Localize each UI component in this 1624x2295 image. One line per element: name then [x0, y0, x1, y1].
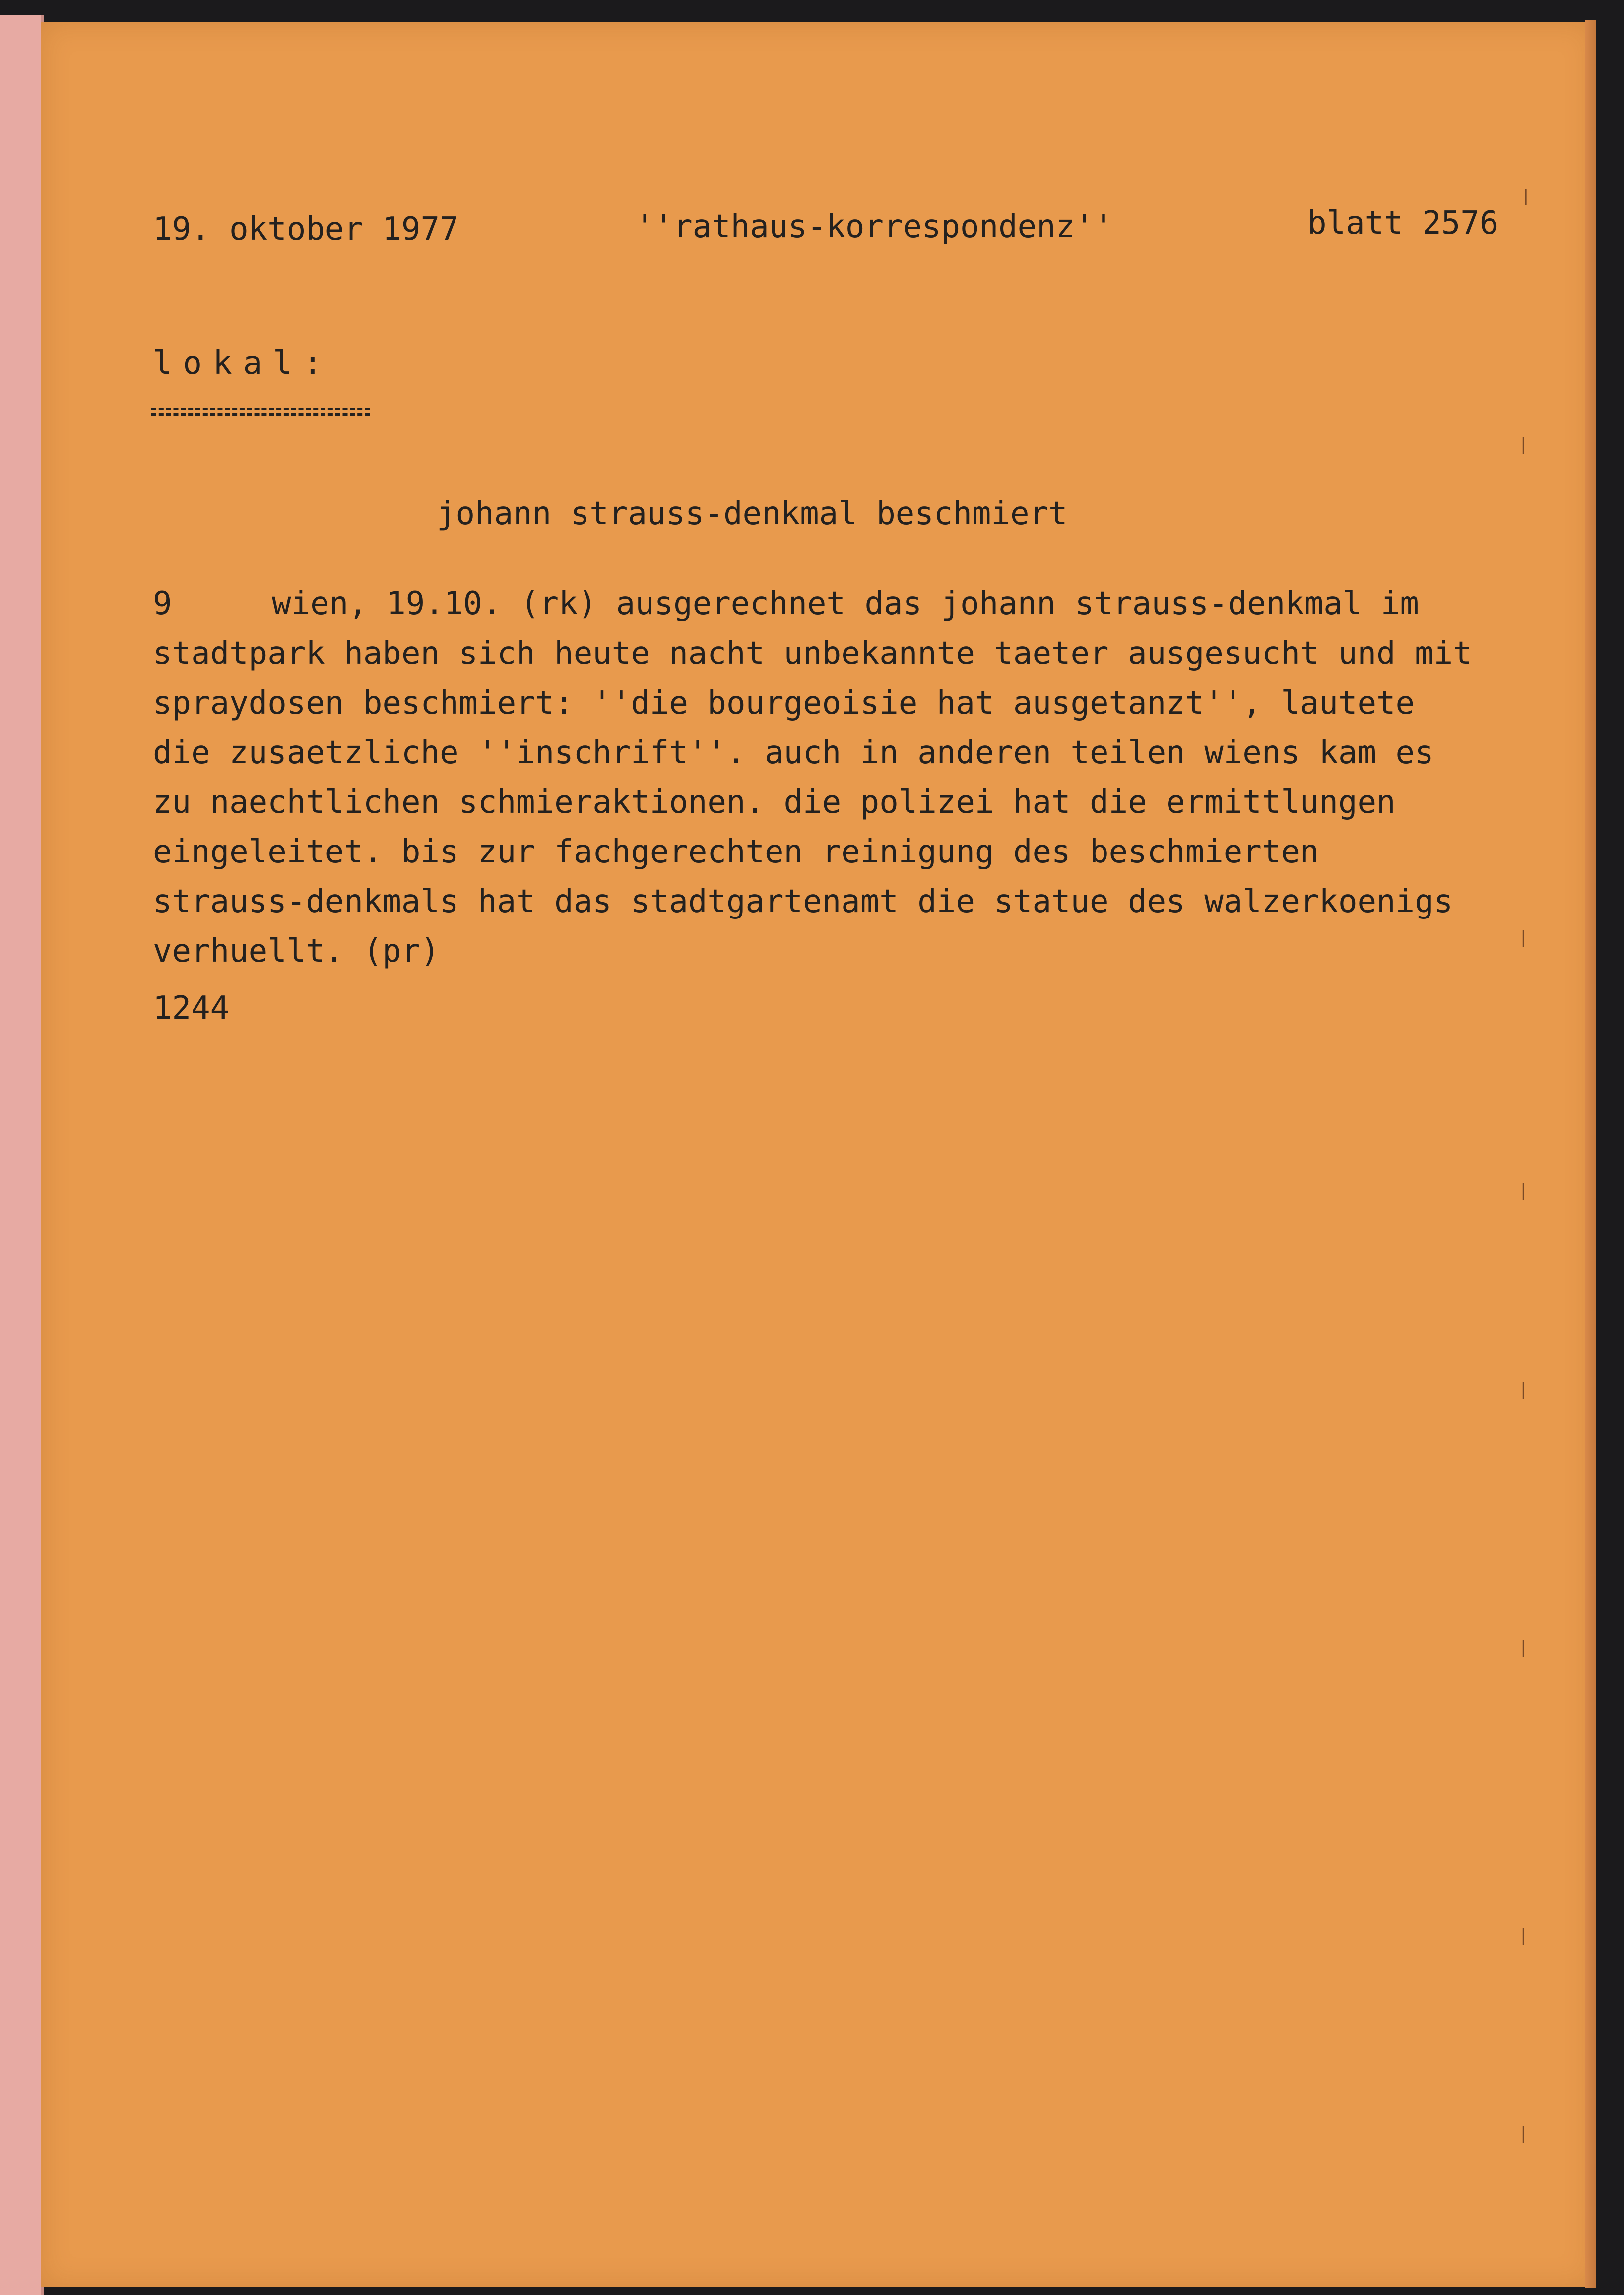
article-line: strauss-denkmals hat das stadtgartenamt die statue des walzerkoenigs [153, 883, 1453, 920]
margin-mark: | [1518, 1379, 1529, 1399]
header-publication-title: ''rathaus-korrespondenz'' [635, 208, 1113, 245]
margin-mark: | [1518, 1638, 1529, 1657]
article-line: verhuellt. (pr) [153, 933, 440, 970]
article-footer-number: 1244 [153, 990, 230, 1027]
section-double-underline [151, 408, 370, 416]
article-headline: johann strauss-denkmal beschmiert [437, 495, 1068, 532]
margin-mark: | [1518, 1925, 1529, 1945]
article-line: wien, 19.10. (rk) ausgerechnet das johann strauss-denkmal im [272, 586, 1419, 622]
margin-mark: | [1518, 2124, 1529, 2144]
paragraph-number: 9 [153, 586, 172, 622]
page-fore-edge [1585, 20, 1596, 2288]
article-line: spraydosen beschmiert: ''die bourgeoisie hat ausgetanzt'', lautete [153, 685, 1415, 721]
article-line: die zusaetzliche ''inschrift''. auch in anderen teilen wiens kam es [153, 734, 1434, 771]
margin-mark: | [1518, 1181, 1529, 1201]
article-line: zu naechtlichen schmieraktionen. die polizei hat die ermittlungen [153, 784, 1396, 821]
header-date: 19. oktober 1977 [153, 211, 459, 248]
margin-mark: | [1521, 186, 1531, 206]
article-line: stadtpark haben sich heute nacht unbekannte taeter ausgesucht und mit [153, 635, 1472, 672]
margin-mark: | [1518, 434, 1529, 454]
header-sheet-number: blatt 2576 [1307, 205, 1499, 242]
section-label: lokal: [153, 345, 333, 382]
margin-mark: | [1518, 928, 1529, 948]
adjacent-page-edge [0, 15, 44, 2295]
article-line: eingeleitet. bis zur fachgerechten reinigung des beschmierten [153, 834, 1319, 870]
